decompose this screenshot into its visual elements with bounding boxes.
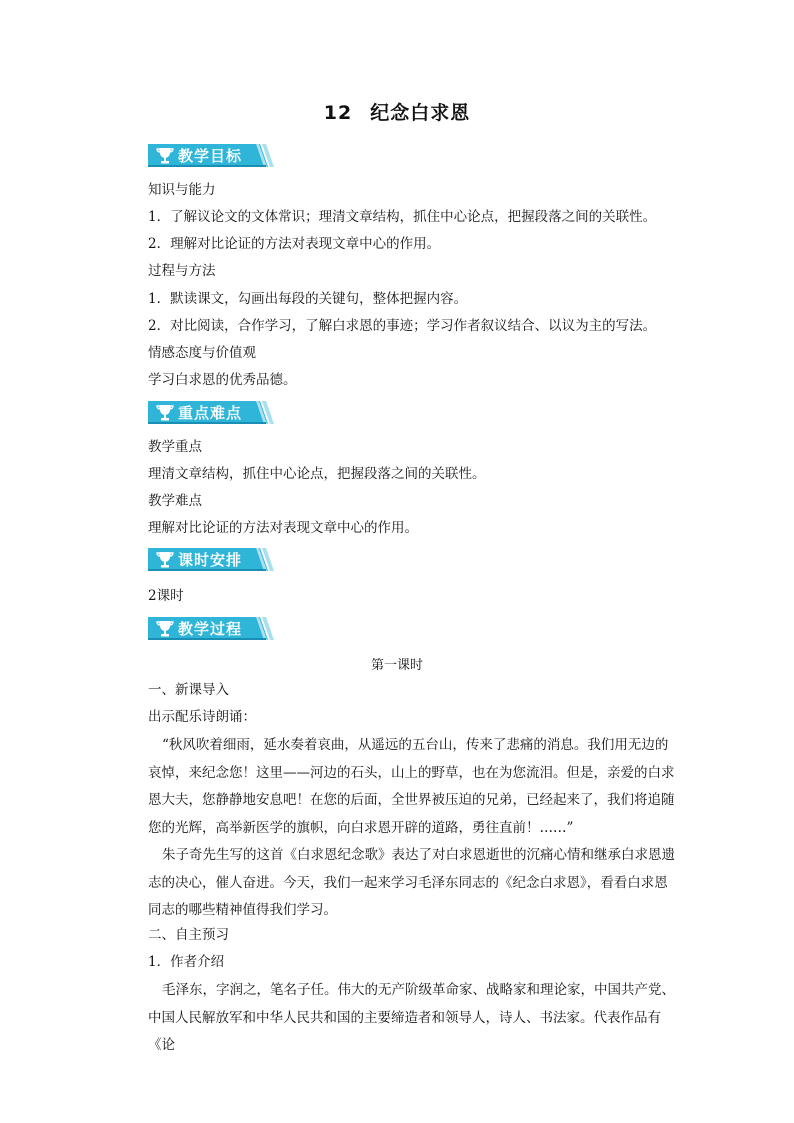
goals-heading-3: 情感态度与价值观 xyxy=(148,345,256,361)
trophy-icon xyxy=(155,619,175,639)
section-label: 课时安排 xyxy=(178,551,243,569)
keypoints-heading-1: 教学重点 xyxy=(148,439,202,455)
author-paragraph xyxy=(148,977,676,1060)
trophy-icon xyxy=(155,550,175,570)
step-2-subheading: 1．作者介绍 xyxy=(148,954,225,970)
section-badge-process xyxy=(148,615,274,642)
lesson-number: 12 xyxy=(323,102,353,124)
trophy-icon xyxy=(155,403,175,423)
intro-paragraph xyxy=(148,842,676,925)
step-1-heading: 一、新课导入 xyxy=(148,682,229,698)
goals-line-3: 1．默读课文，勾画出每段的关键句，整体把握内容。 xyxy=(148,291,468,307)
goals-heading-2: 过程与方法 xyxy=(148,263,216,279)
section-badge-schedule xyxy=(148,546,274,573)
section-label: 重点难点 xyxy=(178,404,243,422)
page-title xyxy=(0,98,794,125)
goals-line-4: 2．对比阅读，合作学习，了解白求恩的事迹；学习作者叙议结合、以议为主的写法。 xyxy=(148,318,657,334)
step-2-heading: 二、自主预习 xyxy=(148,927,229,943)
goals-line-1: 1．了解议论文的文体常识；理清文章结构，抓住中心论点，把握段落之间的关联性。 xyxy=(148,209,657,225)
step-1-subheading: 出示配乐诗朗诵： xyxy=(148,709,256,725)
goals-line-2: 2．理解对比论证的方法对表现文章中心的作用。 xyxy=(148,236,441,252)
schedule-text: 2课时 xyxy=(148,588,184,604)
section-label: 教学目标 xyxy=(178,147,243,165)
lesson-title: 纪念白求恩 xyxy=(370,102,471,124)
lesson-period-heading: 第一课时 xyxy=(370,658,423,673)
section-badge-goals xyxy=(148,142,274,169)
author-text: 毛泽东，字润之，笔名子任。伟大的无产阶级革命家、战略家和理论家，中国共产党、中国人民解放军和中华人民共和国的主要缔造者和领导人，诗人、书法家。代表作品有《论 xyxy=(148,982,675,1053)
section-badge-keypoints xyxy=(148,399,274,426)
trophy-icon xyxy=(155,146,175,166)
goals-line-5: 学习白求恩的优秀品德。 xyxy=(148,372,297,388)
keypoints-heading-2: 教学难点 xyxy=(148,493,202,509)
intro-text: 朱子奇先生写的这首《白求恩纪念歌》表达了对白求恩逝世的沉痛心情和继承白求恩遗志的决心，催人奋进。今天，我们一起来学习毛泽东同志的《纪念白求恩》，看看白求恩同志的哪些精神值得我们学习。 xyxy=(148,847,675,918)
goals-heading-1: 知识与能力 xyxy=(148,182,216,198)
keypoints-line-1: 理清文章结构，抓住中心论点，把握段落之间的关联性。 xyxy=(148,466,486,482)
section-label: 教学过程 xyxy=(178,620,243,638)
poem-paragraph xyxy=(148,732,676,842)
keypoints-line-2: 理解对比论证的方法对表现文章中心的作用。 xyxy=(148,520,418,536)
poem-text: “秋风吹着细雨，延水奏着哀曲，从遥远的五台山，传来了悲痛的消息。我们用无边的哀悼，来纪念您！这里——河边的石头，山上的野草，也在为您流泪。但是，亲爱的白求恩大夫，您静静地安息吧！在您的后面，全世界被压迫的兄弟，已经起来了，我们将追随您的光辉，高举新医学的旗帜，向白求恩开辟的道路，勇往直前！……” xyxy=(148,737,675,836)
